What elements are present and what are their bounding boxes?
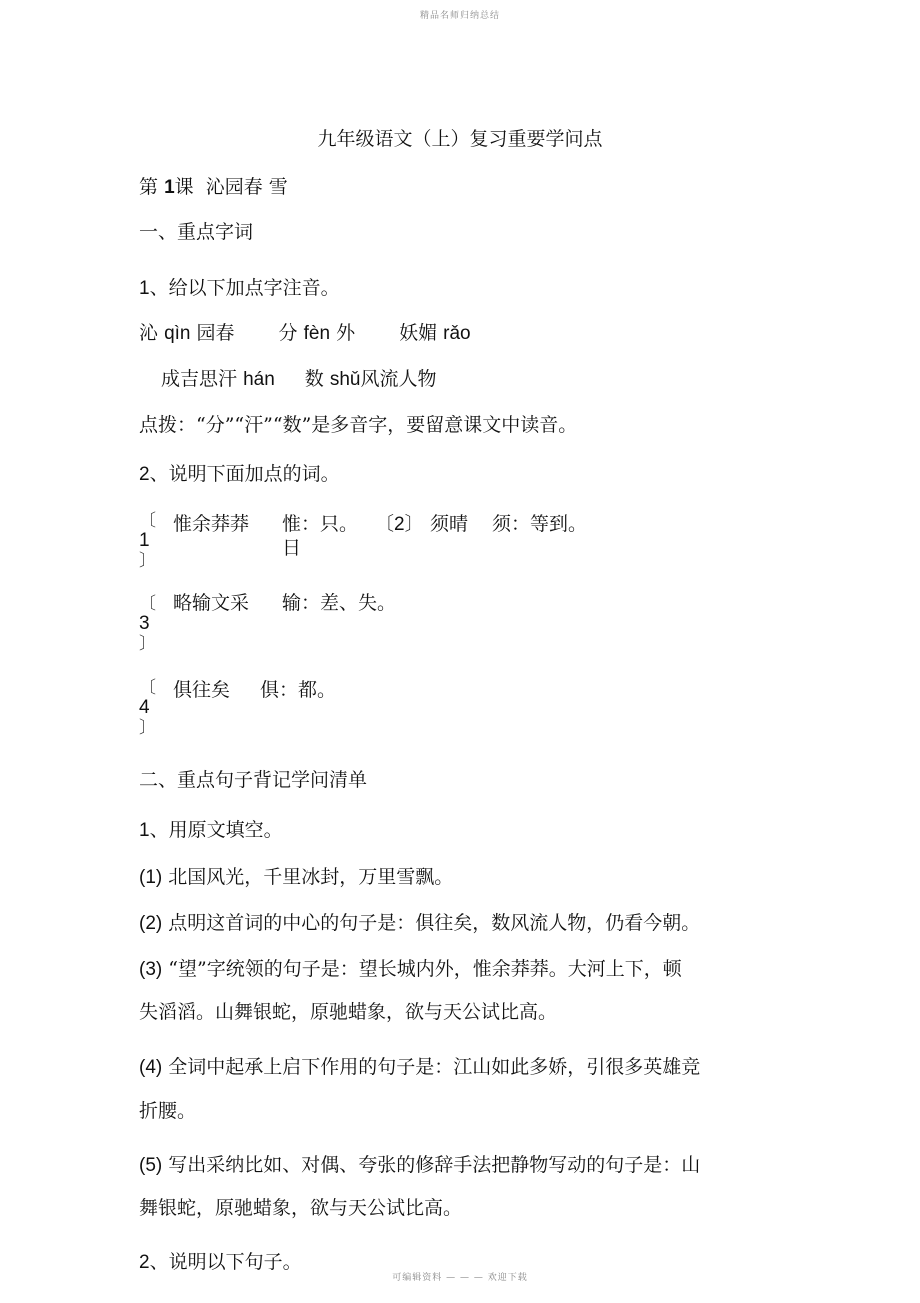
fill-item-4-cont: 折腰。 <box>139 1100 197 1122</box>
explain-extra-word: 须晴 <box>430 513 469 535</box>
lesson-heading <box>139 172 288 199</box>
pinyin-row-2 <box>161 364 436 391</box>
question-2-number: 2 <box>139 464 150 485</box>
question-1-text: 、给以下加点字注音。 <box>149 277 340 299</box>
tip-text: 点拨：“分”“汗”“数”是多音字，要留意课文中读音。 <box>139 414 578 436</box>
pinyin-item: 数 shǔ风流人物 <box>304 368 437 390</box>
question-4-text: 、说明以下句子。 <box>149 1251 302 1273</box>
fill-item-3: (3) “望”字统领的句子是：望长城内外，惟余莽莽。大河上下，顿 <box>139 958 682 980</box>
fill-item-1: (1) 北国风光，千里冰封，万里雪飘。 <box>139 866 454 888</box>
pinyin-item: 成吉思汗 hán <box>161 368 275 390</box>
section-heading-2: 二、重点句子背记学问清单 <box>139 769 368 791</box>
question-1 <box>139 273 340 300</box>
question-2-text: 、说明下面加点的词。 <box>149 463 340 485</box>
document-title: 九年级语文（上）复习重要学问点 <box>317 128 603 150</box>
question-2 <box>139 459 340 486</box>
explain-extra-label: 〔2〕 <box>375 514 424 535</box>
section-heading-1: 一、重点字词 <box>139 221 254 243</box>
pinyin-row-1 <box>139 318 471 345</box>
explain-number-4: 〔 4 〕 <box>139 678 156 737</box>
lesson-number: 1 <box>164 177 175 198</box>
question-3 <box>139 815 283 842</box>
question-3-text: 、用原文填空。 <box>149 819 283 841</box>
explain-meaning-3: 输：差、失。 <box>282 592 397 614</box>
pinyin-item: 沁 qìn 园春 <box>139 322 235 344</box>
question-3-number: 1 <box>139 820 150 841</box>
explain-word-3: 略输文采 <box>173 592 250 614</box>
page-header: 精品名师归纳总结 <box>419 11 500 21</box>
lesson-prefix: 第 <box>139 176 159 198</box>
fill-item-2: (2) 点明这首词的中心的句子是：俱往矣，数风流人物，仍看今朝。 <box>139 912 701 934</box>
explain-extra-meaning: 须：等到。 <box>492 513 588 535</box>
fill-item-5-cont: 舞银蛇，原驰蜡象，欲与天公试比高。 <box>139 1197 463 1219</box>
explain-meaning-4: 俱：都。 <box>260 679 337 701</box>
lesson-name: 沁园春 雪 <box>205 176 288 198</box>
pinyin-item: 妖媚 rǎo <box>399 322 471 344</box>
fill-item-5: (5) 写出采纳比如、对偶、夸张的修辞手法把静物写动的句子是：山 <box>139 1154 701 1176</box>
page-footer: 可编辑资料 — — — 欢迎下载 <box>392 1273 528 1283</box>
pinyin-item: 分 fèn 外 <box>278 322 356 344</box>
fill-item-4: (4) 全词中起承上启下作用的句子是：江山如此多娇，引很多英雄竞 <box>139 1056 701 1078</box>
lesson-suffix: 课 <box>174 176 194 198</box>
explain-word-4: 俱往矣 <box>173 679 231 701</box>
fill-item-3-cont: 失滔滔。山舞银蛇，原驰蜡象，欲与天公试比高。 <box>139 1001 558 1023</box>
explain-number-3: 〔 3 〕 <box>139 594 156 653</box>
question-1-number: 1 <box>139 278 150 299</box>
explain-meaning-1: 惟：只。 <box>282 513 359 535</box>
explain-number-1: 〔 1 〕 <box>139 511 156 570</box>
explain-word-1: 惟余莽莽 <box>173 513 250 535</box>
explain-meaning-1-cont: 日 <box>282 537 302 559</box>
question-4-number: 2 <box>139 1252 150 1273</box>
